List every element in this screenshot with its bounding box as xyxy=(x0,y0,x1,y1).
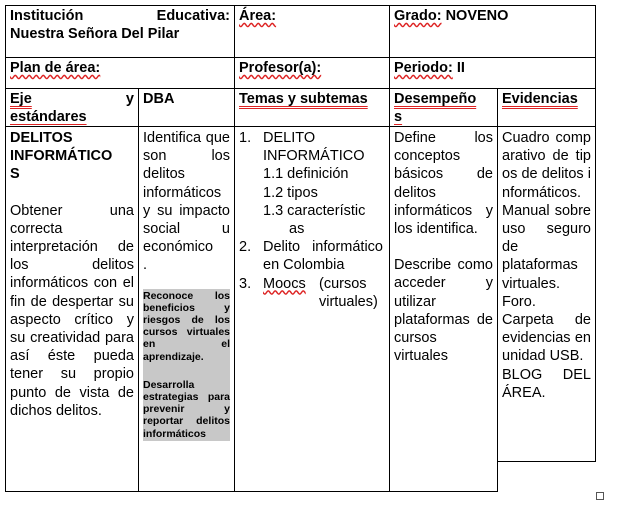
grado-cell xyxy=(389,5,596,58)
dba-highlight-1: Reconoce los beneficios y riesgos de los cursos virtuales en el aprendizaje. xyxy=(143,289,230,363)
institucion-label-2: Educativa: xyxy=(156,8,230,24)
eje-y: y xyxy=(125,91,134,107)
eje-header-line xyxy=(10,90,134,108)
temas-item-3-word: Moocs xyxy=(263,275,306,292)
institucion-label: Institución xyxy=(10,8,84,24)
temas-item-2 xyxy=(239,238,383,274)
desempeno-p1: Define los conceptos básicos de delitos informáticos y los identifica. xyxy=(394,130,493,238)
eje-title-3: S xyxy=(10,166,20,183)
evidencias-p3: Foro. xyxy=(502,293,536,310)
desempeno-header-a: Desempeño xyxy=(394,91,477,107)
temas-item-3-rest: (cursos virtuales) xyxy=(319,275,378,310)
col-header-dba xyxy=(138,88,235,127)
temas-item-1-line-2: INFORMÁTICO xyxy=(263,148,365,165)
temas-item-2-text: Delito informático en Colombia xyxy=(263,239,383,274)
institucion-cell xyxy=(5,5,235,58)
estandares-word: estándares xyxy=(10,109,87,126)
area-label: Área: xyxy=(239,8,277,24)
eje-content-cell xyxy=(5,126,139,492)
subtema-3-cont: as xyxy=(289,221,305,238)
institucion-line-1 xyxy=(10,7,230,25)
evidencias-p4: Carpeta de evidencias en unidad USB. xyxy=(502,312,591,365)
evidencias-p2: Manual sobre uso seguro de plataformas virtuales. xyxy=(502,202,591,292)
dba-highlight-2: Desarrolla estrategias para prevenir y reportar delitos informáticos xyxy=(143,378,230,440)
temas-item-3-num: 3. xyxy=(239,275,252,292)
evidencias-p1: Cuadro comparativo de tipos de delitos informáticos. xyxy=(502,130,591,201)
eje-title-2: INFORMÁTICO xyxy=(10,148,113,165)
subtema-2: 1.2 tipos xyxy=(263,184,318,201)
periodo-label: Periodo: xyxy=(394,60,453,76)
col-header-temas xyxy=(234,88,390,127)
institucion-name: Nuestra Señora Del Pilar xyxy=(10,26,180,43)
profesor-cell xyxy=(234,57,390,89)
eje-word: Eje xyxy=(10,91,32,107)
grado-value: NOVENO xyxy=(445,8,509,24)
periodo-value: II xyxy=(456,60,465,76)
temas-item-3 xyxy=(239,275,383,311)
desempeno-header-b: s xyxy=(394,109,403,126)
temas-item-1 xyxy=(239,129,383,238)
subtema-1: 1.1 definición xyxy=(263,166,349,183)
table-resize-handle[interactable] xyxy=(596,492,604,500)
temas-list xyxy=(239,129,383,311)
dba-text: Identifica que son los delitos informáticos y su impacto social u económico xyxy=(143,130,230,256)
evidencias-content-cell xyxy=(497,126,596,462)
dba-content-cell xyxy=(138,126,235,492)
temas-item-1-num: 1. xyxy=(239,130,252,146)
temas-item-1-line-1: DELITO xyxy=(263,130,316,146)
eje-text: Obtener una correcta interpretación de los delitos informáticos con el fin de despertar su aspecto crítico y su creatividad para así éste pueda tener su propio punto de vista de dichos delitos. xyxy=(10,202,134,419)
temas-item-2-num: 2. xyxy=(239,239,252,256)
dba-dot: . xyxy=(143,257,148,274)
col-header-evidencias xyxy=(497,88,596,127)
temas-content-cell xyxy=(234,126,390,492)
grado-label: Grado: xyxy=(394,8,442,24)
profesor-label: Profesor(a): xyxy=(239,60,322,76)
subtema-3: 1.3 característic xyxy=(263,202,366,219)
temas-header-text: Temas y subtemas xyxy=(239,91,368,107)
evidencias-p5: BLOG DEL ÁREA. xyxy=(502,366,591,401)
periodo-cell xyxy=(389,57,596,89)
area-cell xyxy=(234,5,390,58)
col-header-eje xyxy=(5,88,139,127)
col-header-desempeno xyxy=(389,88,498,127)
plan-cell xyxy=(5,57,235,89)
plan-label: Plan de área: xyxy=(10,60,101,76)
evidencias-header-text: Evidencias xyxy=(502,91,578,107)
desempeno-p2: Describe como acceder y utilizar plataformas de cursos virtuales xyxy=(394,257,493,365)
eje-title-1: DELITOS xyxy=(10,130,73,146)
dba-header-text: DBA xyxy=(143,91,175,107)
desempeno-content-cell xyxy=(389,126,498,492)
